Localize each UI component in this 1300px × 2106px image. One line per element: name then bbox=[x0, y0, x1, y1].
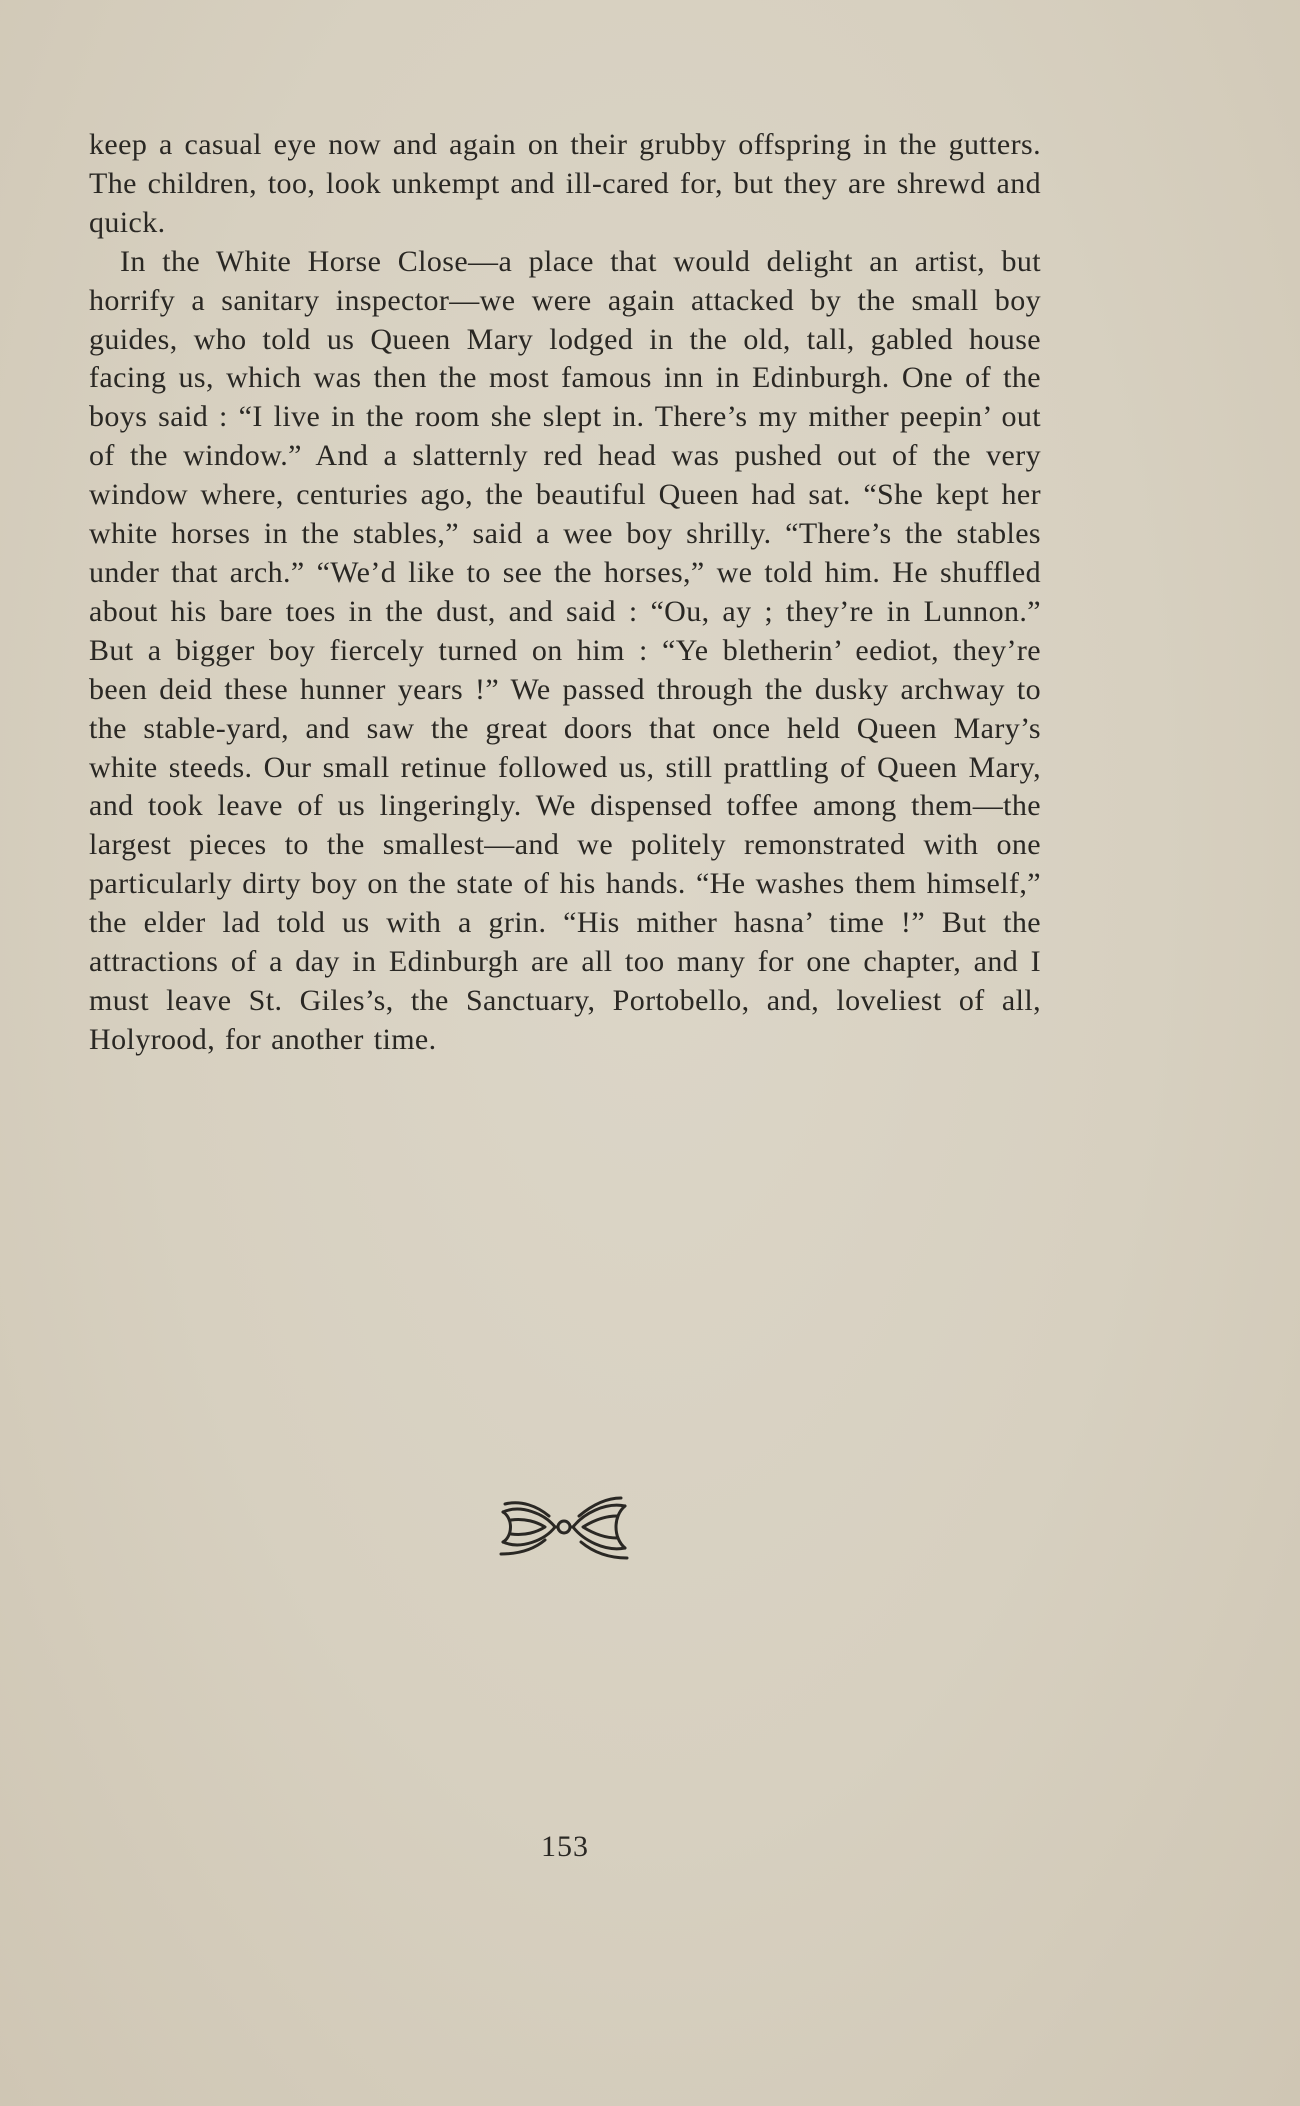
paragraph-white-horse-close: In the White Horse Close—a place that would delight an artist, but horrify a sanitary inspector—we were again attacked by the small boy guides, who told us Queen Mary lodged in the old, tall, gabled house facing us, which was then the most famous inn in Edinburgh. One of the boys said : “I live in the room she slept in. There’s my mither peepin’ out of the window.” And a slatternly red head was pushed out of the very window where, centuries ago, the beautiful Queen had sat. “She kept her white horses in the stables,” said a wee boy shrilly. “There’s the stables under that arch.” “We’d like to see the horses,” we told him. He shuffled about his bare toes in the dust, and said : “Ou, ay ; they’re in Lunnon.” But a bigger boy fiercely turned on him : “Ye bletherin’ eediot, they’re been deid these hunner years !” We passed through the dusky archway to the stable-yard, and saw the great doors that once held Queen Mary’s white steeds. Our small retinue followed us, still prattling of Queen Mary, and took leave of us lingeringly. We dispensed toffee among them—the largest pieces to the smallest—and we politely remonstrated with one particularly dirty boy on the state of his hands. “He washes them himself,” the elder lad told us with a grin. “His mither hasna’ time !” But the attractions of a day in Edinburgh are all too many for one chapter, and I must leave St. Giles’s, the Sanctuary, Portobello, and, loveliest of all, Holyrood, for another time. bbox=[89, 244, 1041, 1056]
paragraph-continued: keep a casual eye now and again on their grubby offspring in the gutters. The children, too, look unkempt and ill-cared for, but they are shrewd and quick. bbox=[89, 128, 1041, 239]
decorative-fleuron-icon bbox=[497, 1494, 631, 1564]
body-text bbox=[89, 126, 1041, 1060]
page-number: 153 bbox=[541, 1830, 589, 1863]
